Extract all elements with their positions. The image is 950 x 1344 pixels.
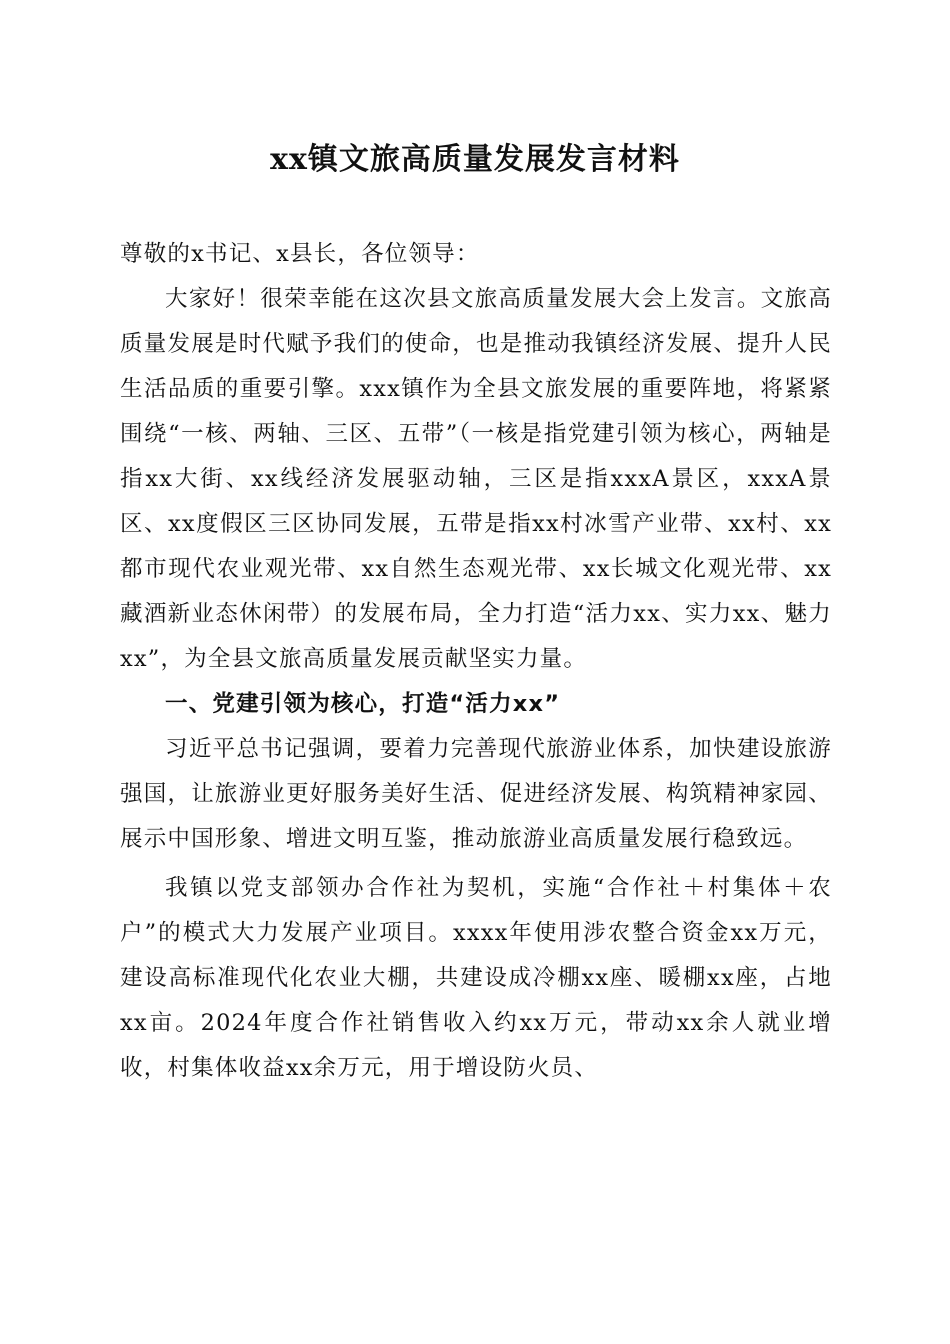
document-title: xx镇文旅高质量发展发言材料 [270,142,680,177]
intro-paragraph: 大家好！很荣幸能在这次县文旅高质量发展大会上发言。文旅高质量发展是时代赋予我们的使命，也是推动我镇经济发展、提升人民生活品质的重要引擎。xxx镇作为全县文旅发展的重要阵地，将紧紧围绕“一核、两轴、三区、五带”（一核是指党建引领为核心，两轴是指xx大街、xx线经济发展驱动轴，三区是指xxxA景区，xxxA景区、xx度假区三区协同发展，五带是指xx村冰雪产业带、xx村、xx都市现代农业观光带、xx自然生态观光带、xx长城文化观光带、xx藏酒新业态休闲带）的发展布局，全力打造“活力xx、实力xx、魅力xx”，为全县文旅高质量发展贡献坚实力量。 [120,286,832,672]
document-body [120,232,832,1091]
salutation: 尊敬的x书记、x县长，各位领导： [120,241,480,267]
section-paragraph: 习近平总书记强调，要着力完善现代旅游业体系，加快建设旅游强国，让旅游业更好服务美好生活、促进经济发展、构筑精神家园、展示中国形象、增进文明互鉴，推动旅游业高质量发展行稳致远。 [120,736,832,852]
section-heading: 一、党建引领为核心，打造“活力xx” [165,691,561,717]
section-paragraph: 我镇以党支部领办合作社为契机，实施“合作社＋村集体＋农户”的模式大力发展产业项目。xxxx年使用涉农整合资金xx万元，建设高标准现代化农业大棚，共建设成冷棚xx座、暖棚xx座，占地xx亩。2024年度合作社销售收入约xx万元，带动xx余人就业增收，村集体收益xx余万元，用于增设防火员、 [120,875,832,1081]
